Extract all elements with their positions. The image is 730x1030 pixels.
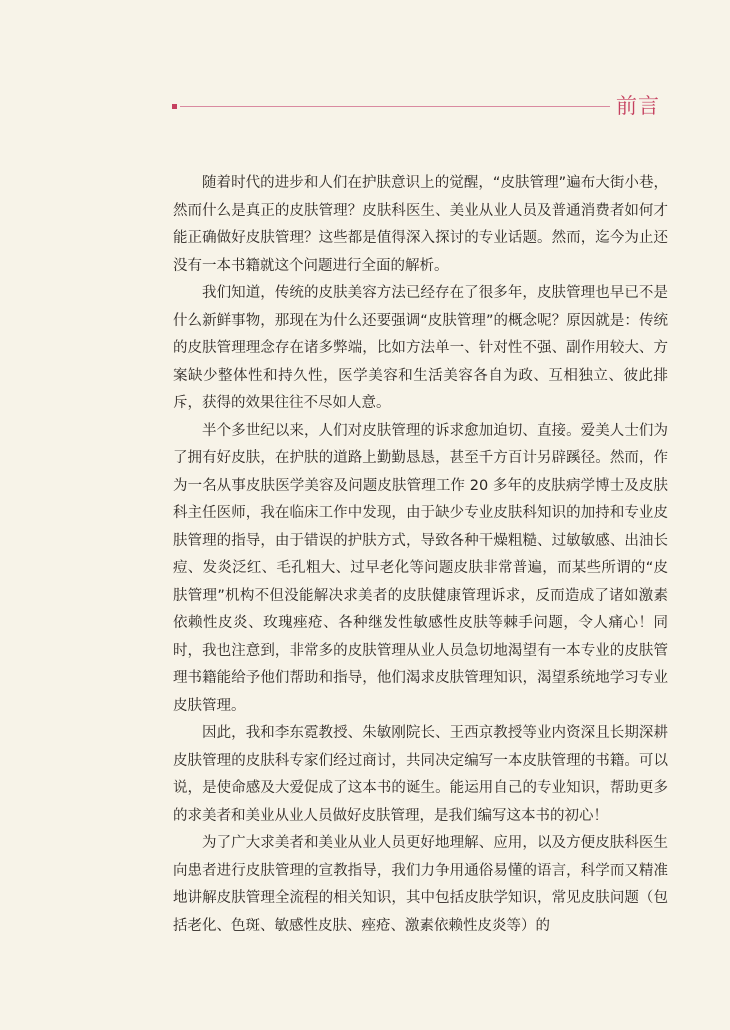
page-header [0, 92, 730, 122]
paragraph-2: 我们知道，传统的皮肤美容方法已经存在了很多年，皮肤管理也早已不是什么新鲜事物，那现在为什么还要强调“皮肤管理”的概念呢？原因就是：传统的皮肤管理理念存在诸多弊端，比如方法单一、针对性不强、副作用较大、方案缺少整体性和持久性，医学美容和生活美容各自为政、互相独立、彼此排斥，获得的效果往往不尽如人意。 [173, 285, 668, 411]
paragraph-4: 因此，我和李东霓教授、朱敏刚院长、王西京教授等业内资深且长期深耕皮肤管理的皮肤科专家们经过商讨，共同决定编写一本皮肤管理的书籍。可以说，是使命感及大爱促成了这本书的诞生。能运用自己的专业知识，帮助更多的求美者和美业从业人员做好皮肤管理，是我们编写这本书的初心！ [173, 725, 668, 824]
preface-body [173, 170, 668, 940]
header-square-marker [172, 104, 177, 109]
paragraph-1: 随着时代的进步和人们在护肤意识上的觉醒，“皮肤管理”遍布大街小巷，然而什么是真正的皮肤管理？皮肤科医生、美业从业人员及普通消费者如何才能正确做好皮肤管理？这些都是值得深入探讨的专业话题。然而，迄今为止还没有一本书籍就这个问题进行全面的解析。 [173, 175, 668, 274]
paragraph-5: 为了广大求美者和美业从业人员更好地理解、应用，以及方便皮肤科医生向患者进行皮肤管理的宣教指导，我们力争用通俗易懂的语言，科学而又精准地讲解皮肤管理全流程的相关知识，其中包括皮肤学知识，常见皮肤问题（包括老化、色斑、敏感性皮肤、痤疮、激素依赖性皮炎等）的 [173, 835, 668, 934]
paragraph-3: 半个多世纪以来，人们对皮肤管理的诉求愈加迫切、直接。爱美人士们为了拥有好皮肤，在护肤的道路上勤勤恳恳，甚至千方百计另辟蹊径。然而，作为一名从事皮肤医学美容及问题皮肤管理工作 20 多年的皮肤病学博士及皮肤科主任医师，我在临床工作中发现，由于缺少专业皮肤科知识的加持和专业皮肤管理的指导，由于错误的护肤方式，导致各种干燥粗糙、过敏敏感、出油长痘、发炎泛红、毛孔粗大、过早老化等问题皮肤非常普遍，而某些所谓的“皮肤管理”机构不但没能解决求美者的皮肤健康管理诉求，反而造成了诸如激素依赖性皮炎、玫瑰痤疮、各种继发性敏感性皮肤等棘手问题，令人痛心！同时，我也注意到，非常多的皮肤管理从业人员急切地渴望有一本专业的皮肤管理书籍能给予他们帮助和指导，他们渴求皮肤管理知识，渴望系统地学习专业皮肤管理。 [173, 422, 668, 714]
header-rule-line [180, 106, 610, 107]
section-title: 前言 [616, 94, 660, 118]
